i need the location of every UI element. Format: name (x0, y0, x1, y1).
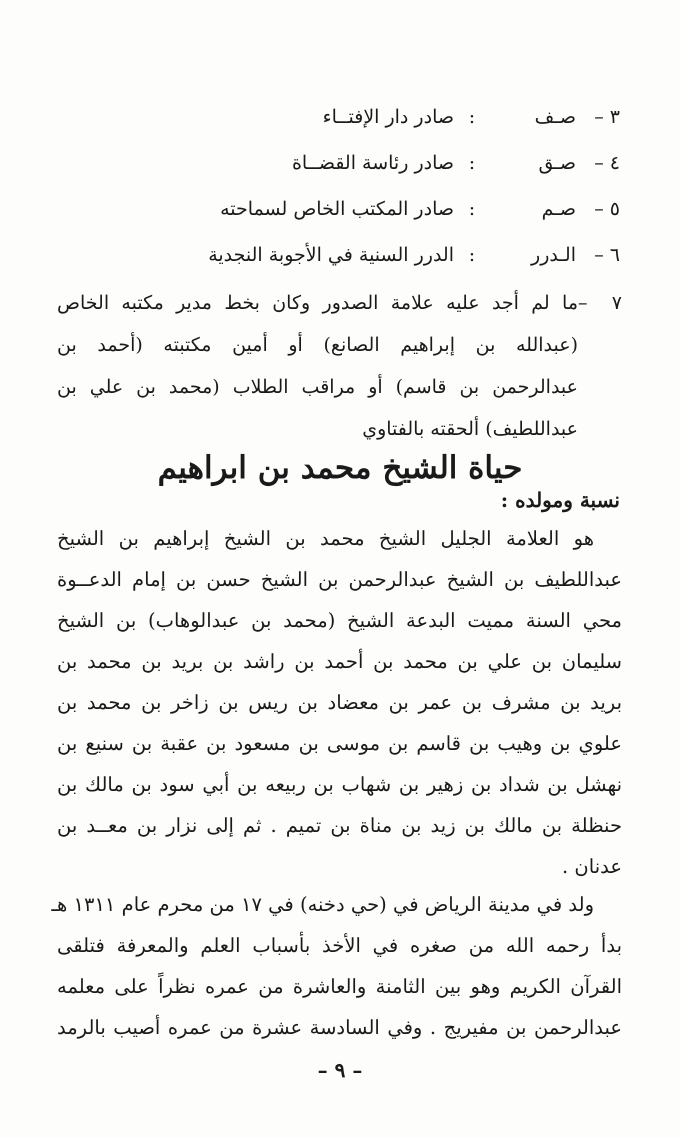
abbreviation-colon: : (468, 106, 476, 128)
paragraph-line: هو العلامة الجليل الشيخ محمد بن الشيخ إبراهيم بن الشيخ (57, 527, 594, 550)
note-seven (57, 282, 622, 450)
abbreviation-colon: : (468, 152, 476, 174)
section-title: حياة الشيخ محمد بن ابراهيم (157, 450, 523, 486)
abbreviation-number: ٥ – (594, 198, 620, 220)
abbreviation-value: الدرر السنية في الأجوبة النجدية (208, 244, 454, 266)
paragraph-line: القرآن الكريم وهو بين الثامنة والعاشرة من عمره نظراً على معلمه (57, 975, 622, 998)
paragraph-line: عبداللطيف بن الشيخ عبدالرحمن بن الشيخ حسن بن إمام الدعــوة (57, 568, 622, 591)
abbreviation-key: صـف (534, 106, 576, 128)
abbreviation-value: صادر المكتب الخاص لسماحته (220, 198, 454, 220)
note-line: ٧ –ما لم أجد عليه علامة الصدور وكان بخط مدير مكتبه الخاص (57, 282, 622, 324)
paragraph-line: ولد في مدينة الرياض في (حي دخنه) في ١٧ من محرم عام ١٣١١ هـ (51, 893, 594, 916)
paragraph-line: عبدالرحمن بن مفيريج . وفي السادسة عشرة من عمره أصيب بالرمد (57, 1016, 622, 1039)
paragraph-line: عدنان . (562, 855, 622, 878)
paragraph-line: محي السنة مميت البدعة الشيخ (محمد بن عبدالوهاب) بن الشيخ (57, 609, 622, 632)
abbreviation-key: الـدرر (531, 244, 576, 266)
abbreviation-key: صـق (538, 152, 576, 174)
abbreviation-number: ٤ – (594, 152, 620, 174)
page-number: – ٩ – (317, 1058, 363, 1082)
paragraph-line: حنظلة بن مالك بن زيد بن مناة بن تميم . ثم إلى نزار بن معــد بن (57, 814, 622, 837)
note-line: عبدالرحمن بن قاسم) أو مراقب الطلاب (محمد بن علي بن (57, 376, 578, 398)
note-line: عبداللطيف) ألحقته بالفتاوي (362, 418, 578, 440)
lineage-paragraph (57, 518, 622, 887)
section-subtitle: نسبة ومولده : (500, 488, 620, 512)
abbreviation-colon: : (468, 198, 476, 220)
abbreviation-number: ٦ – (594, 244, 620, 266)
abbreviation-colon: : (468, 244, 476, 266)
abbreviation-key: صـم (541, 198, 576, 220)
paragraph-line: بدأ رحمه الله من صغره في الأخذ بأسباب العلم والمعرفة فتلقى (57, 934, 622, 957)
abbreviation-row (60, 143, 620, 183)
abbreviation-value: صادر رئاسة القضــاة (291, 152, 454, 174)
abbreviation-row (60, 189, 620, 229)
abbreviation-value: صادر دار الإفتــاء (322, 106, 454, 128)
note-number: ٧ – (578, 292, 622, 314)
abbreviation-number: ٣ – (594, 106, 620, 128)
birth-paragraph (51, 884, 622, 1048)
note-line: (عبدالله بن إبراهيم الصانع) أو أمين مكتبته (أحمد بن (57, 334, 578, 356)
abbreviation-row (60, 235, 620, 275)
abbreviation-row (60, 97, 620, 137)
paragraph-line: علوي بن وهيب بن قاسم بن موسى بن مسعود بن عقبة بن سنيع بن (57, 732, 622, 755)
paragraph-line: نهشل بن شداد بن زهير بن شهاب بن ربيعه بن أبي سود بن مالك بن (57, 773, 622, 796)
paragraph-line: سليمان بن علي بن محمد بن أحمد بن راشد بن بريد بن محمد بن (57, 650, 622, 673)
paragraph-line: بريد بن مشرف بن عمر بن معضاد بن ريس بن زاخر بن محمد بن (57, 691, 622, 714)
